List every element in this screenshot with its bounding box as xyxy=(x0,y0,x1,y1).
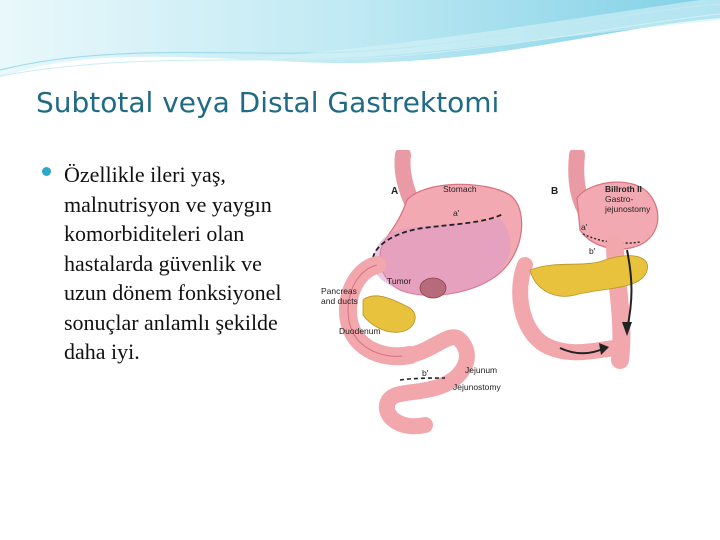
label-jejunostomy: Jejunostomy xyxy=(453,382,501,392)
label-billroth: Billroth II xyxy=(605,184,642,194)
gastrectomy-illustration xyxy=(315,150,682,440)
label-pancreas-1: Pancreas xyxy=(321,286,357,296)
label-stomach: Stomach xyxy=(443,184,477,194)
panel-a xyxy=(321,155,522,426)
bullet-icon xyxy=(42,167,51,176)
bullet-list xyxy=(42,160,292,367)
label-b-prime-a: b' xyxy=(422,368,429,378)
slide-title: Subtotal veya Distal Gastrektomi xyxy=(36,86,500,119)
header-wave-decoration xyxy=(0,0,720,85)
label-gastro-2: jejunostomy xyxy=(605,204,651,214)
panel-b xyxy=(520,155,658,360)
label-b-prime-b: b' xyxy=(589,246,596,256)
label-duodenum: Duodenum xyxy=(339,326,381,336)
label-gastro-1: Gastro- xyxy=(605,194,634,204)
label-a-prime-a: a' xyxy=(453,208,460,218)
bullet-item: Özellikle ileri yaş, malnutrisyon ve yaygın komorbiditeleri olan hastalarda güvenlik ve uzun dönem fonksiyonel sonuçlar anlamlı şekilde daha iyi. xyxy=(64,162,282,364)
label-jejunum: Jejunum xyxy=(465,365,498,375)
label-pancreas-2: and ducts xyxy=(321,296,358,306)
panel-a-letter: A xyxy=(391,186,399,197)
label-a-prime-b: a' xyxy=(581,222,588,232)
label-tumor: Tumor xyxy=(387,276,412,286)
panel-b-letter: B xyxy=(551,186,559,197)
